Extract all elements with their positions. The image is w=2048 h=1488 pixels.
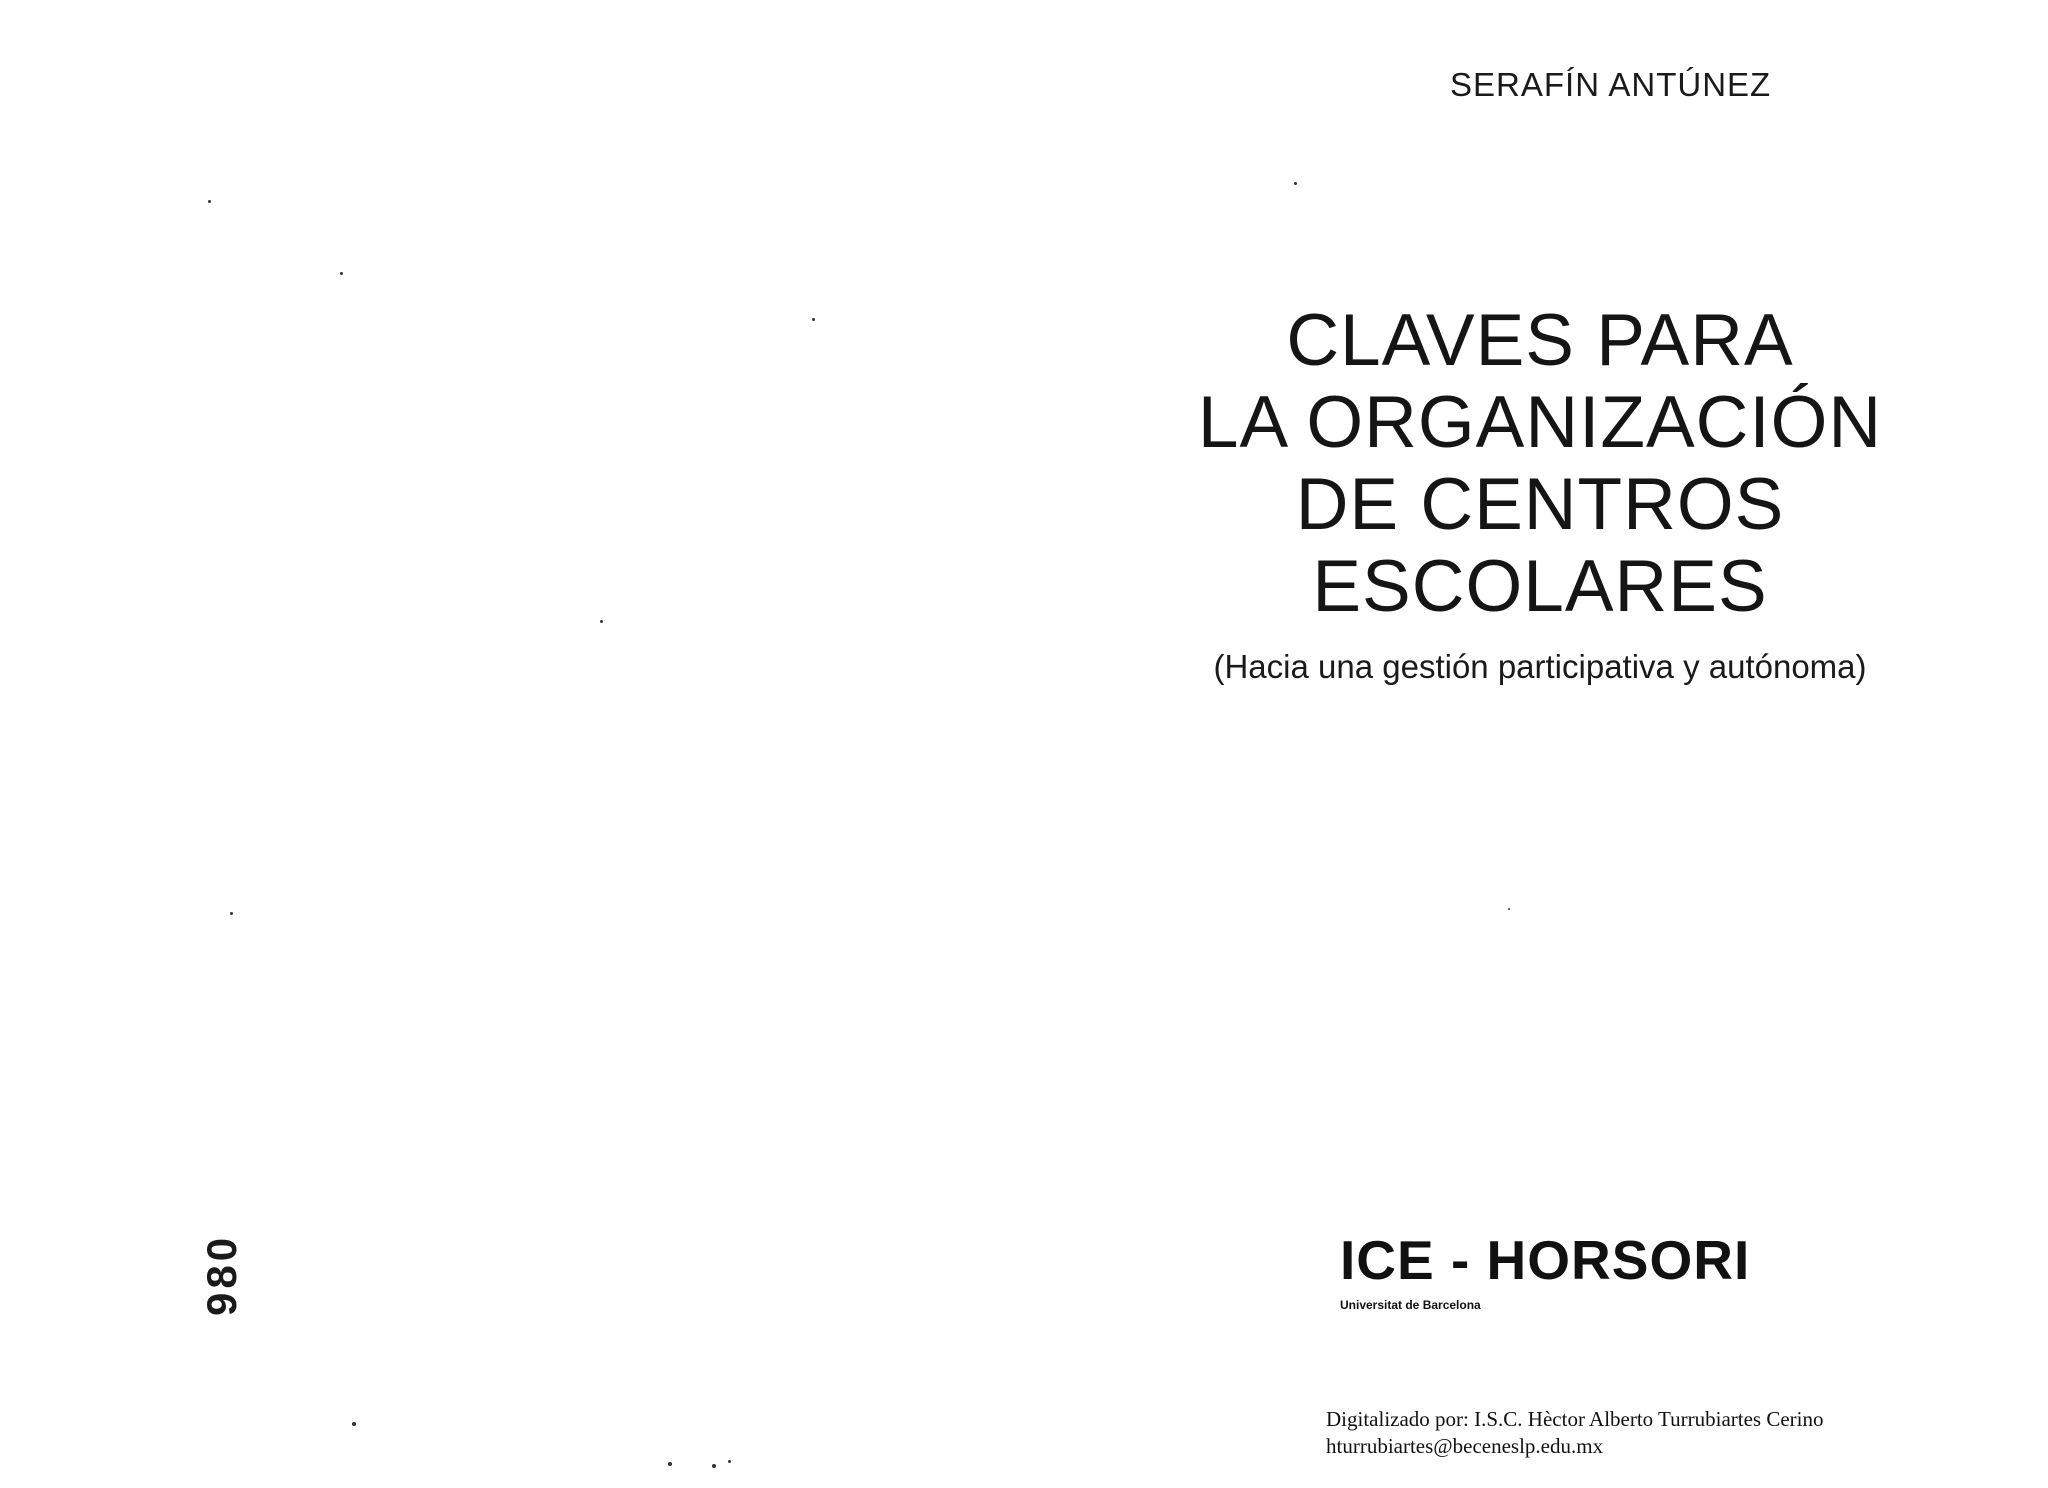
scan-speck <box>230 912 233 915</box>
scan-speck <box>712 1464 716 1468</box>
scan-speck <box>600 620 603 623</box>
book-subtitle: (Hacia una gestión participativa y autónoma) <box>1213 648 1867 685</box>
scan-speck <box>668 1462 672 1466</box>
stamp-number: 980 <box>198 1233 245 1316</box>
publisher-block <box>1340 1228 1750 1312</box>
title-line: DE CENTROS <box>1295 464 1785 545</box>
title-line: ESCOLARES <box>1312 546 1768 627</box>
scan-speck <box>728 1460 731 1463</box>
title-line: CLAVES PARA <box>1286 300 1794 381</box>
publisher-subname: Universitat de Barcelona <box>1340 1298 1481 1312</box>
digitization-credits <box>1326 1406 1824 1460</box>
right-page <box>1100 0 2048 1488</box>
scan-speck <box>812 318 815 321</box>
scan-speck <box>352 1422 356 1426</box>
author-name: SERAFÍN ANTÚNEZ <box>1450 66 1772 103</box>
publisher-name: ICE - HORSORI <box>1340 1229 1751 1291</box>
credits-line-1: Digitalizado por: I.S.C. Hèctor Alberto Turrubiartes Cerino <box>1326 1407 1824 1431</box>
title-line: LA ORGANIZACIÓN <box>1197 382 1883 463</box>
scan-speck <box>340 272 343 275</box>
book-title <box>1100 300 1980 628</box>
scan-speck <box>208 200 211 203</box>
credits-email: hturrubiartes@beceneslp.edu.mx <box>1326 1434 1604 1458</box>
